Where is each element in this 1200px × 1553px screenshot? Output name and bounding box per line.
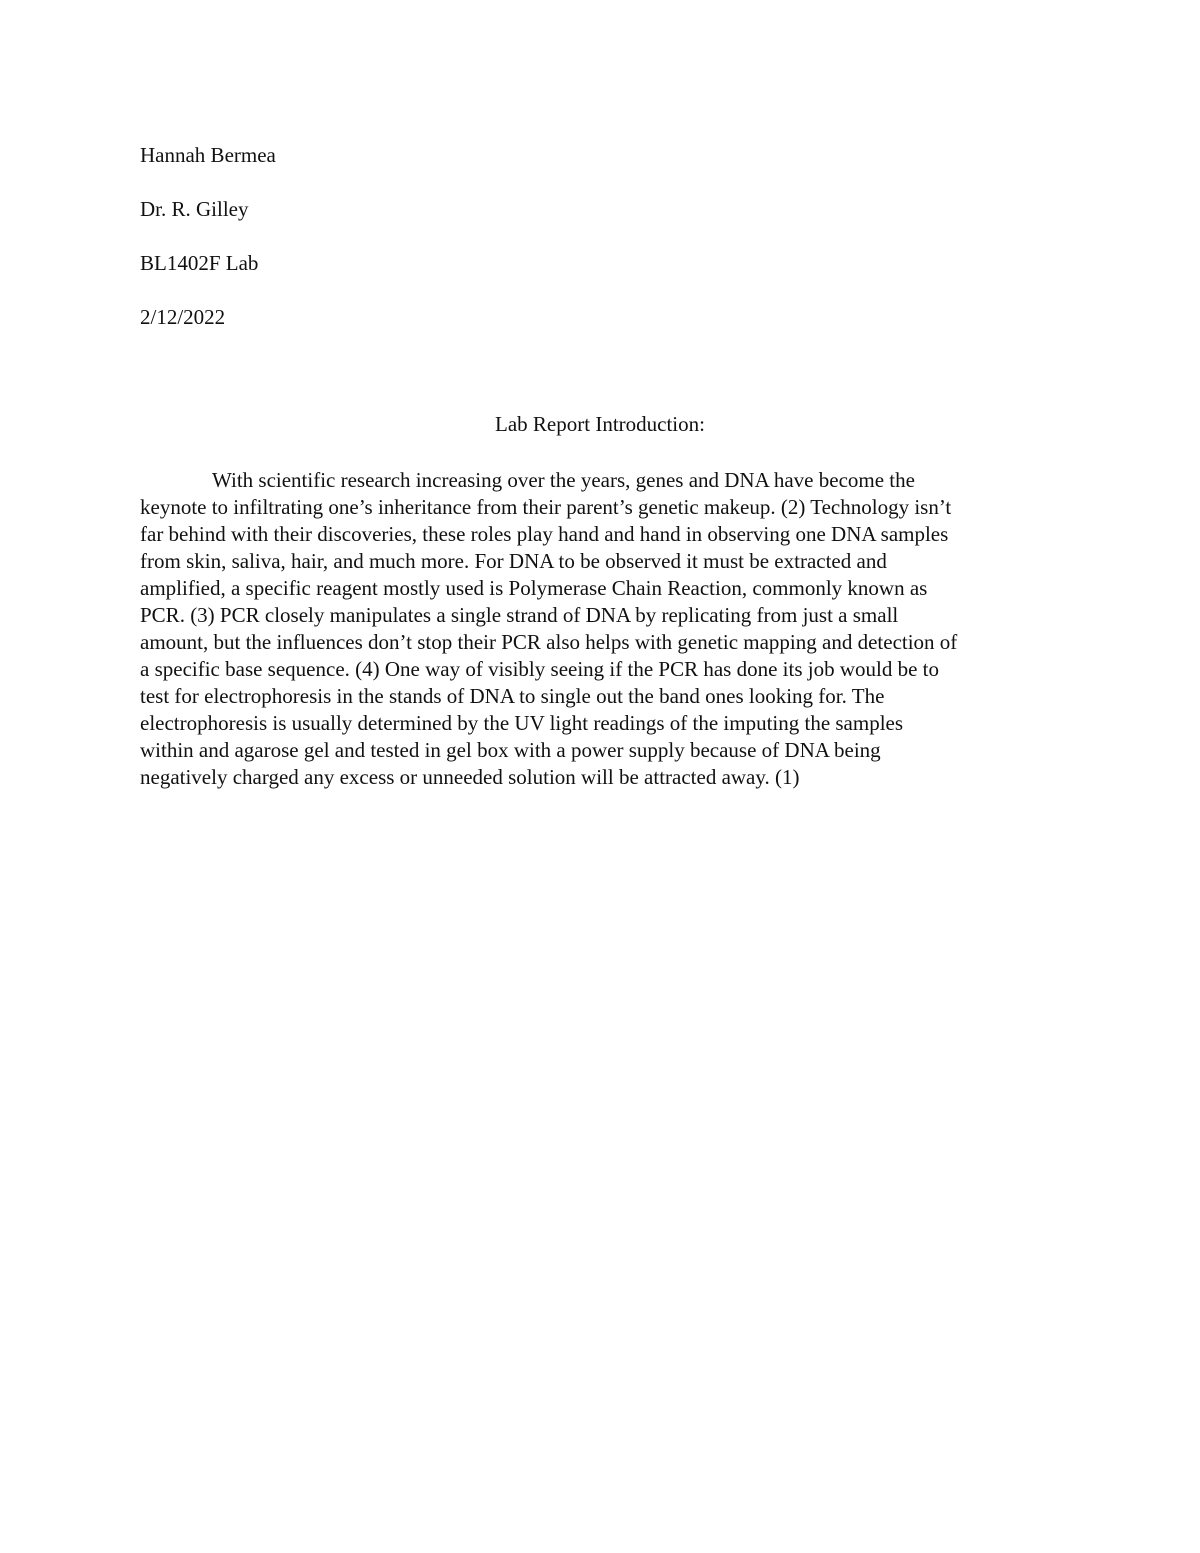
- paragraph-line: test for electrophoresis in the stands of DNA to single out the band ones looking for. The: [140, 684, 885, 708]
- paragraph-line: PCR. (3) PCR closely manipulates a single strand of DNA by replicating from just a small: [140, 603, 899, 627]
- document-heading: [140, 142, 276, 358]
- paragraph-line: With scientific research increasing over the years, genes and DNA have become the: [212, 468, 915, 492]
- paragraph-line: amount, but the influences don’t stop their PCR also helps with genetic mapping and detection of: [140, 630, 958, 654]
- course-name: BL1402F Lab: [140, 251, 259, 275]
- paragraph-line: a specific base sequence. (4) One way of visibly seeing if the PCR has done its job would be to: [140, 657, 939, 681]
- paragraph-line: amplified, a specific reagent mostly used is Polymerase Chain Reaction, commonly known as: [140, 576, 928, 600]
- paragraph-line: electrophoresis is usually determined by the UV light readings of the imputing the samples: [140, 711, 904, 735]
- paragraph-line: negatively charged any excess or unneeded solution will be attracted away. (1): [140, 765, 800, 789]
- document-date: 2/12/2022: [140, 305, 226, 329]
- paragraph-line: keynote to infiltrating one’s inheritance from their parent’s genetic makeup. (2) Technology isn’t: [140, 495, 952, 519]
- instructor-name: Dr. R. Gilley: [140, 197, 249, 221]
- paragraph-line: from skin, saliva, hair, and much more. For DNA to be observed it must be extracted and: [140, 549, 887, 573]
- paragraph-line: far behind with their discoveries, these roles play hand and hand in observing one DNA samples: [140, 522, 949, 546]
- author-name: Hannah Bermea: [140, 143, 276, 167]
- document-title: Lab Report Introduction:: [495, 412, 705, 436]
- paragraph-line: within and agarose gel and tested in gel box with a power supply because of DNA being: [140, 738, 881, 762]
- introduction-paragraph: [140, 467, 1070, 791]
